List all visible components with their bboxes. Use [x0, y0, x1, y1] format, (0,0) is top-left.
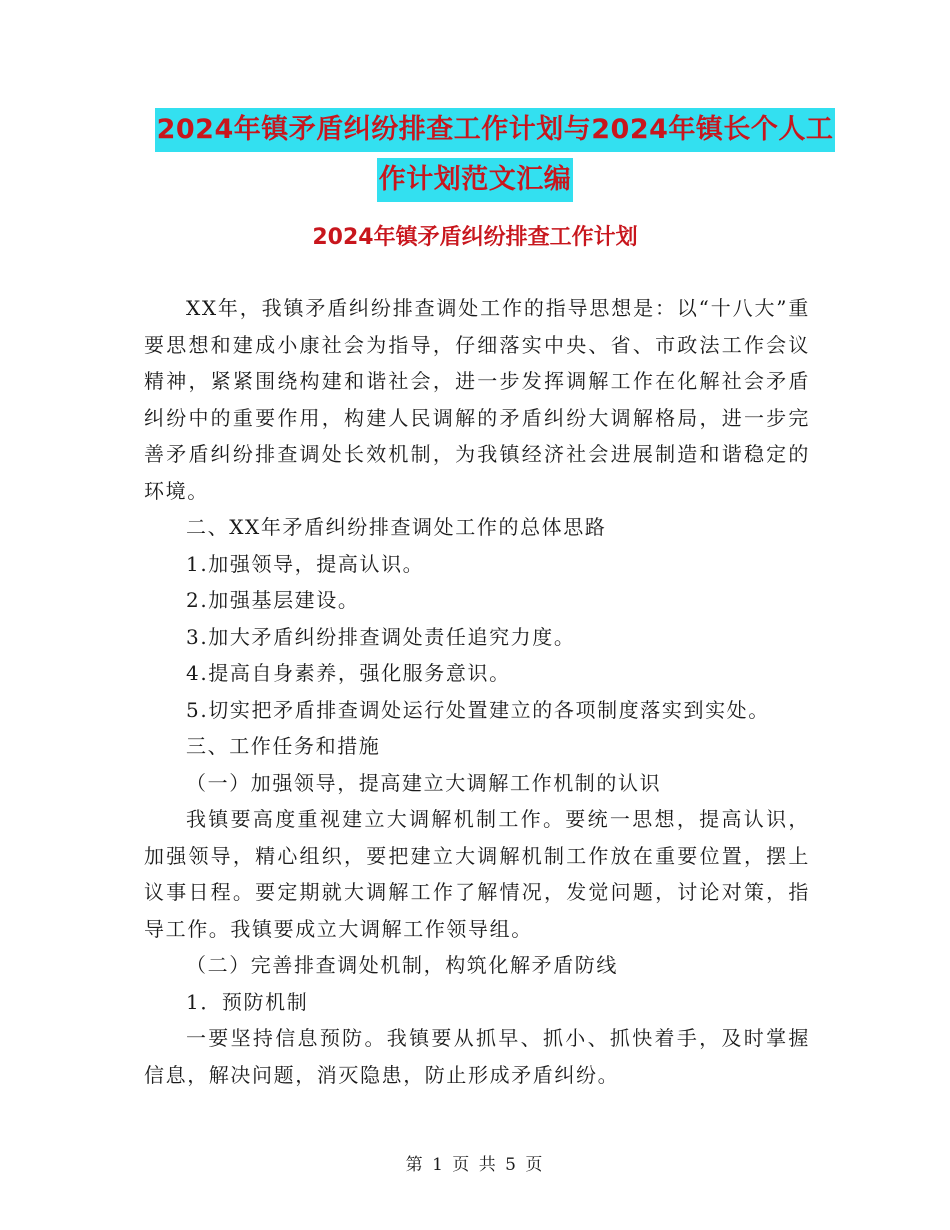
document-title-line-1: 2024年镇矛盾纠纷排查工作计划与2024年镇长个人工 [155, 108, 836, 152]
subheading-prevention: 1．预防机制 [186, 989, 309, 1014]
list-item: 2.加强基层建设。 [186, 588, 360, 612]
subheading-strengthen-leadership: （一）加强领导，提高建立大调解工作机制的认识 [186, 770, 662, 795]
page-footer: 第 1 页 共 5 页 [405, 1155, 545, 1175]
paragraph-prevention: 一要坚持信息预防。我镇要从抓早、抓小、抓快着手，及时掌握信息，解决问题，消灭隐患，防止形成矛盾纠纷。 [144, 1026, 810, 1087]
heading-overall-approach: 二、XX年矛盾纠纷排查调处工作的总体思路 [186, 515, 607, 539]
subheading-improve-mechanism: （二）完善排查调处机制，构筑化解矛盾防线 [186, 953, 618, 977]
paragraph-leadership: 我镇要高度重视建立大调解机制工作。要统一思想，提高认识，加强领导，精心组织，要把建立大调解机制工作放在重要位置，摆上议事日程。要定期就大调解工作了解情况，发觉问题，讨论对策，指导工作。我镇要成立大调解工作领导组。 [144, 807, 810, 941]
section-heading: 2024年镇矛盾纠纷排查工作计划 [312, 225, 638, 250]
heading-tasks-measures: 三、工作任务和措施 [186, 734, 381, 758]
list-item: 5.切实把矛盾排查调处运行处置建立的各项制度落实到实处。 [186, 697, 770, 722]
document-title-line-2: 作计划范文汇编 [377, 158, 574, 202]
paragraph-guiding-thought: XX年，我镇矛盾纠纷排查调处工作的指导思想是：以“十八大”重要思想和建成小康社会为指导，仔细落实中央、省、市政法工作会议精神，紧紧围绕构建和谐社会，进一步发挥调解工作在化解社会矛盾纠纷中的重要作用，构建人民调解的矛盾纠纷大调解格局，进一步完善矛盾纠纷排查调处长效机制，为我镇经济社会进展制造和谐稳定的环境。 [144, 296, 810, 503]
list-item: 3.加大矛盾纠纷排查调处责任追究力度。 [186, 624, 576, 649]
list-item: 1.加强领导，提高认识。 [186, 551, 425, 576]
document-title [0, 108, 950, 208]
list-item: 4.提高自身素养，强化服务意识。 [186, 661, 511, 685]
document-body [144, 290, 810, 1093]
